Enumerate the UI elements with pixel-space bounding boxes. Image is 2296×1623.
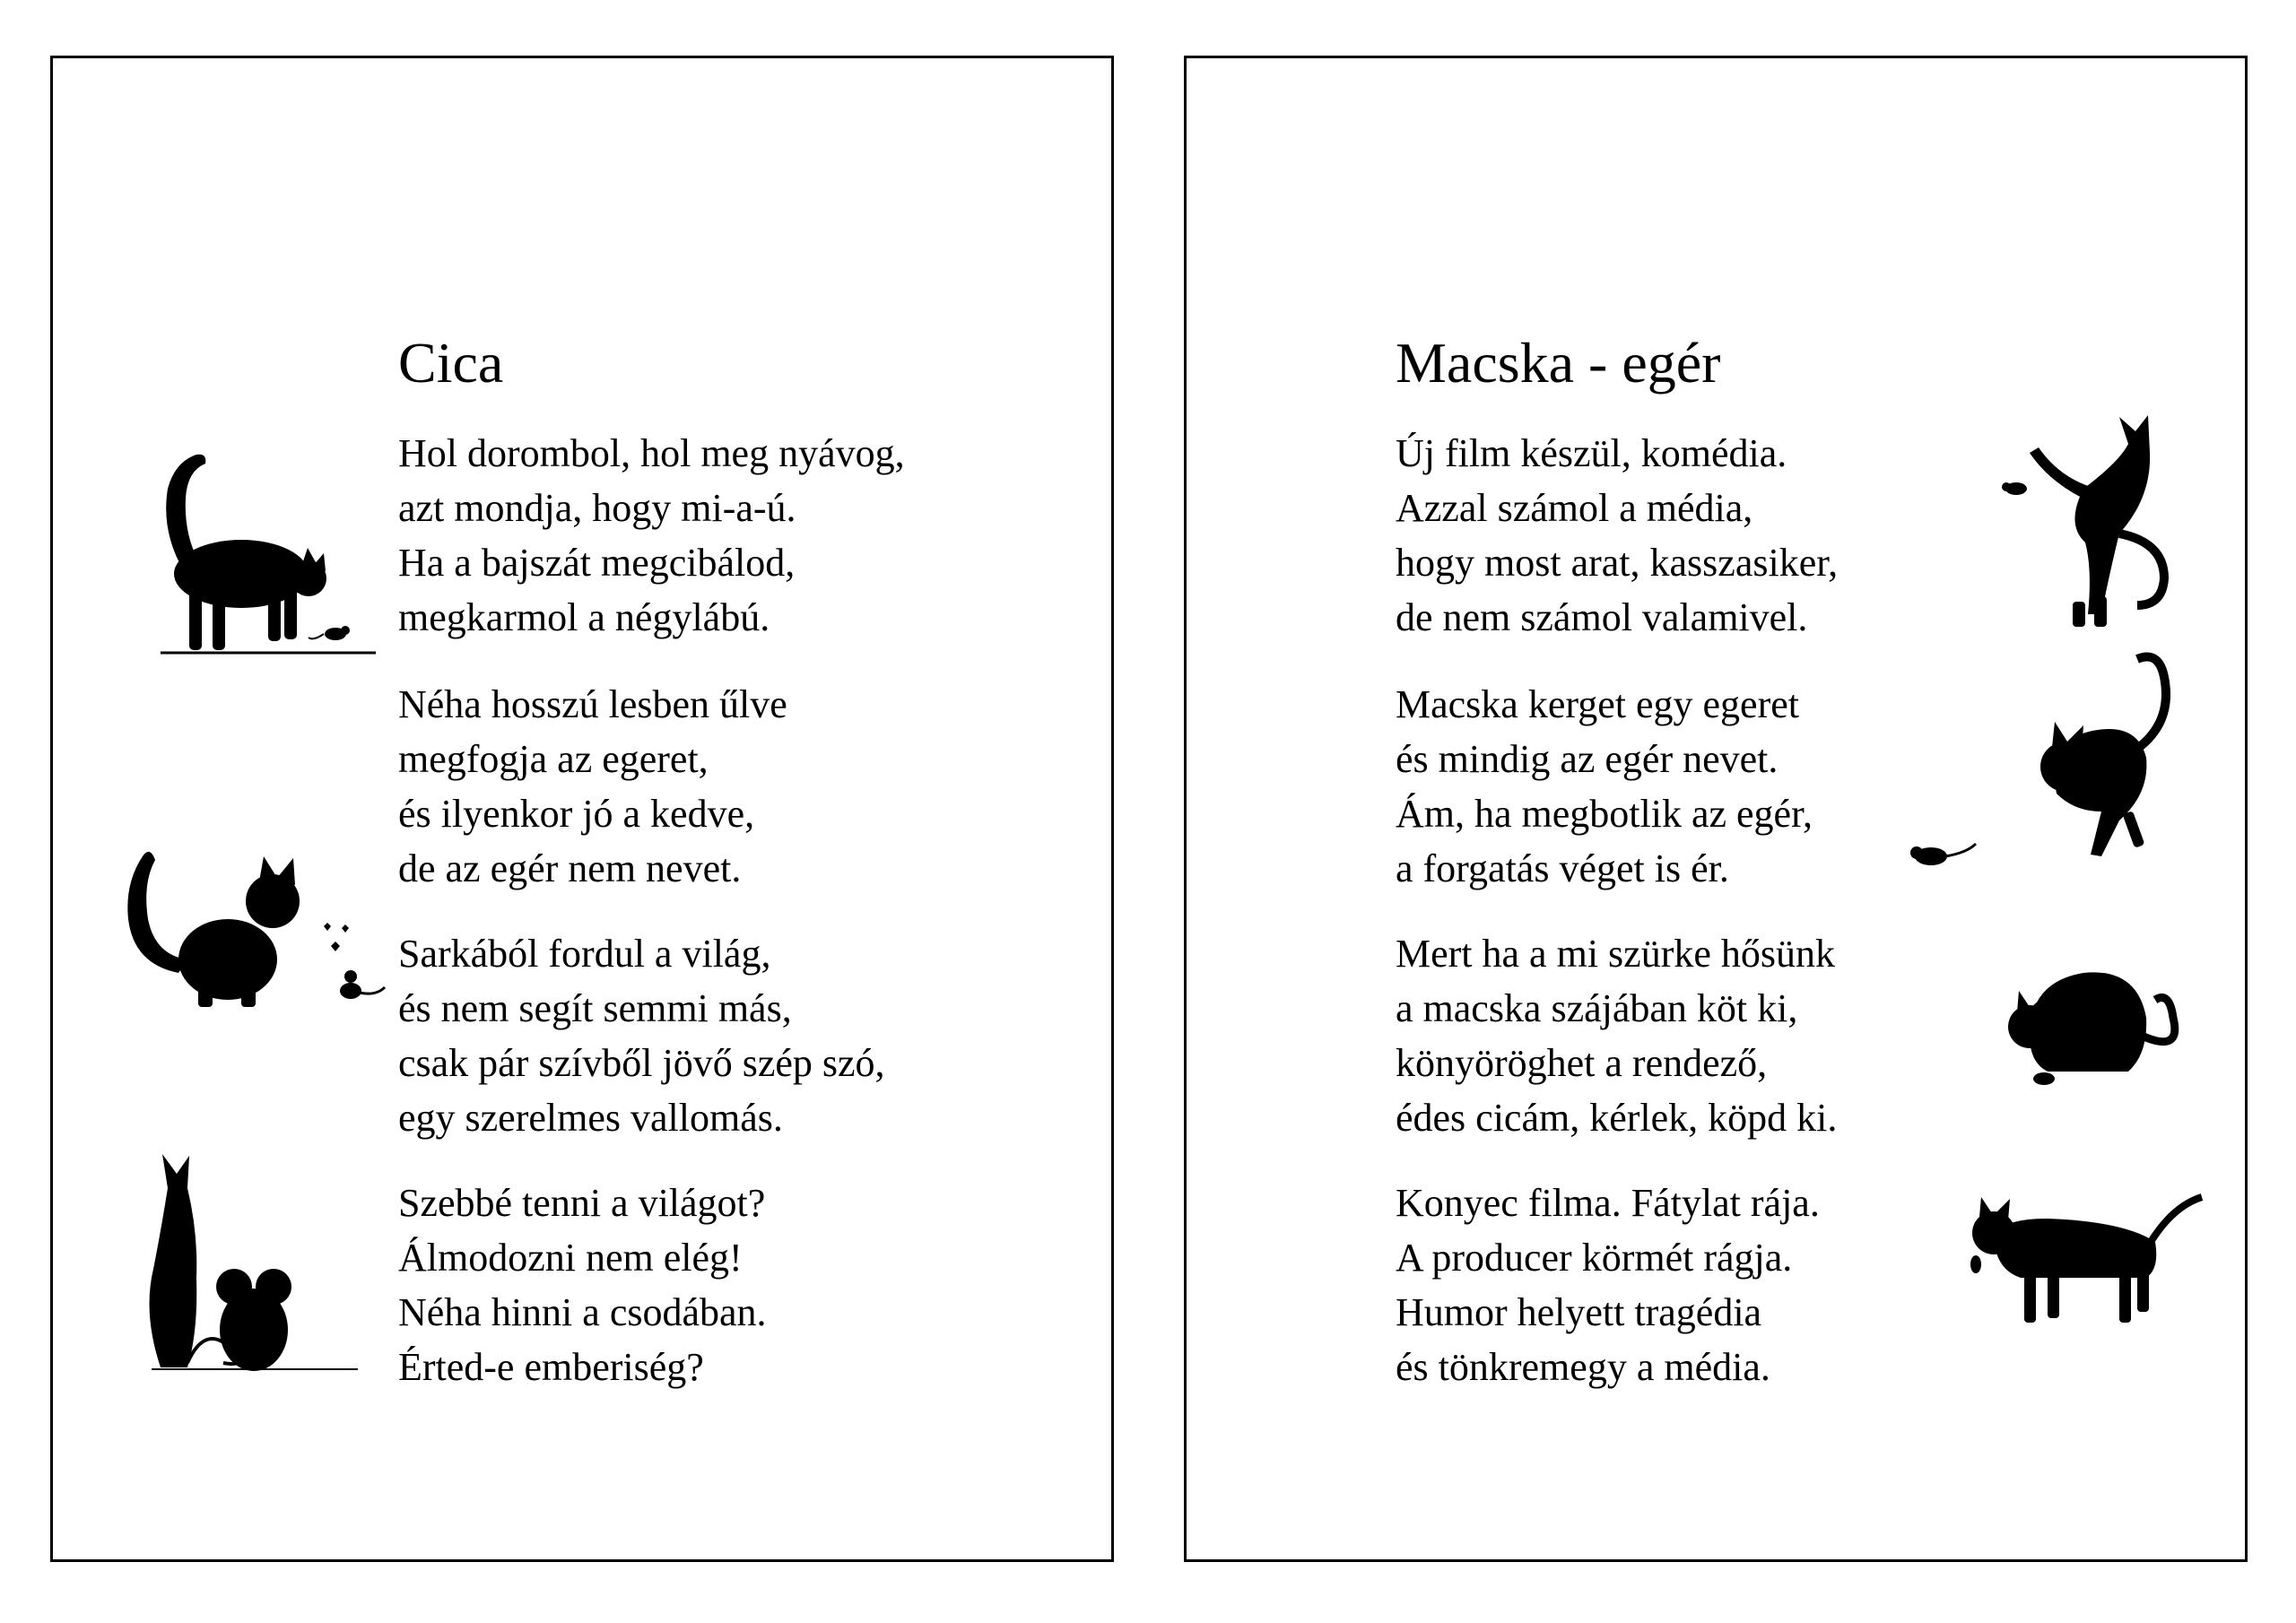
kitten-hearts-icon [116, 829, 403, 1009]
poem-line: Hol dorombol, hol meg nyávog, [398, 431, 905, 475]
poem-line: Új film készül, komédia. [1396, 431, 1787, 475]
poem-line: és ilyenkor jó a kedve, [398, 792, 755, 836]
poem-line: édes cicám, kérlek, köpd ki. [1396, 1096, 1838, 1140]
poem-line: Néha hosszú lesben űlve [398, 682, 787, 726]
poem-line: és mindig az egér nevet. [1396, 737, 1779, 781]
poem-line: megfogja az egeret, [398, 737, 709, 781]
cat-mouse-icon [134, 399, 385, 659]
poem-line: Humor helyett tragédia [1396, 1290, 1762, 1334]
poem-title-cica: Cica [398, 331, 504, 395]
stanza-2 [1396, 677, 1813, 896]
stanza-3 [1396, 926, 1837, 1145]
poem-title-macska-eger: Macska - egér [1396, 331, 1721, 395]
stanza-1 [1396, 426, 1838, 645]
cat-pouncing-icon [1877, 632, 2182, 883]
stanza-4 [1396, 1176, 1820, 1394]
poem-line: egy szerelmes vallomás. [398, 1096, 783, 1140]
right-page [1184, 56, 2248, 1562]
poem-line: Szebbé tenni a világot? [398, 1181, 766, 1225]
poem-line: csak pár szívből jövő szép szó, [398, 1041, 885, 1085]
poem-line: Mert ha a mi szürke hősünk [1396, 932, 1835, 976]
cat-mouse-couple-icon [98, 1134, 367, 1385]
poem-line: Sarkából fordul a világ, [398, 932, 771, 976]
poem-line: hogy most arat, kasszasiker, [1396, 541, 1839, 585]
poem-line: de nem számol valamivel. [1396, 595, 1808, 639]
poem-line: és nem segít semmi más, [398, 986, 792, 1030]
poem-line: megkarmol a négylábú. [398, 595, 770, 639]
poem-line: azt mondja, hogy mi-a-ú. [398, 486, 796, 530]
stanza-1 [398, 426, 905, 645]
poem-line: Ám, ha megbotlik az egér, [1396, 792, 1813, 836]
poem-line: könyöröghet a rendező, [1396, 1041, 1768, 1085]
poem-line: Konyec filma. Fátylat rája. [1396, 1181, 1820, 1225]
cat-crouching-icon [1994, 919, 2191, 1098]
poem-line: és tönkremegy a média. [1396, 1345, 1770, 1389]
poem-line: a macska szájában köt ki, [1396, 986, 1798, 1030]
poem-line: Néha hinni a csodában. [398, 1290, 767, 1334]
stanza-2 [398, 677, 787, 896]
poem-line: Azzal számol a média, [1396, 486, 1753, 530]
poem-line: Érted-e emberiség? [398, 1345, 704, 1389]
poem-line: Ha a bajszát megcibálod, [398, 541, 796, 585]
cat-leaping-mouse-icon [1985, 390, 2182, 641]
poem-line: de az egér nem nevet. [398, 846, 742, 890]
stanza-4 [398, 1176, 767, 1394]
poem-line: Macska kerget egy egeret [1396, 682, 1799, 726]
poem-line: A producer körmét rágja. [1396, 1236, 1793, 1280]
poem-line: a forgatás véget is ér. [1396, 846, 1729, 890]
poem-line: Álmodozni nem elég! [398, 1236, 743, 1280]
cat-walking-mouse-icon [1958, 1170, 2209, 1332]
stanza-3 [398, 926, 885, 1145]
left-page [50, 56, 1114, 1562]
